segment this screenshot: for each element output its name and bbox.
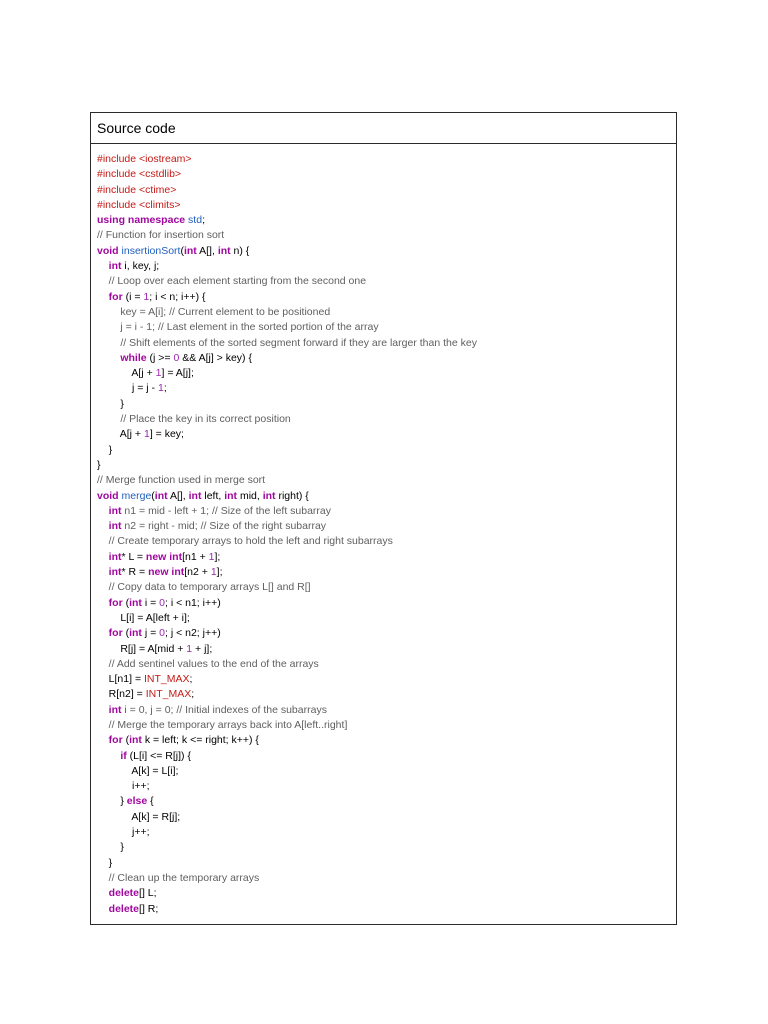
code-token: int — [183, 244, 197, 257]
code-token: #include <iostream> — [97, 153, 192, 165]
code-token — [97, 872, 109, 884]
code-line — [97, 810, 676, 825]
code-token: ( — [151, 489, 155, 502]
code-token: n2 = right - mid; // Size of the right subarray — [121, 520, 327, 533]
code-token: for — [108, 627, 123, 640]
panel-title: Source code — [91, 113, 676, 144]
code-token: while — [120, 351, 147, 364]
code-line — [97, 672, 676, 687]
code-token: ( — [122, 596, 130, 609]
code-token: ] = A[j]; — [161, 367, 194, 380]
code-line — [97, 198, 676, 213]
code-line — [97, 779, 676, 794]
code-token — [97, 275, 109, 287]
code-line — [97, 856, 676, 871]
code-line — [97, 305, 676, 320]
code-token: // Create temporary arrays to hold the left and right subarrays — [108, 535, 393, 548]
code-token: new int — [145, 550, 183, 563]
code-token — [97, 321, 120, 333]
code-line — [97, 504, 676, 519]
code-token: // Shift elements of the sorted segment forward if they are larger than the key — [120, 336, 477, 349]
code-line — [97, 764, 676, 779]
code-token: int — [188, 489, 202, 502]
code-token — [97, 597, 109, 609]
code-token: && A[j] > key) { — [179, 351, 252, 364]
code-token: int — [108, 520, 122, 533]
code-token: std — [188, 214, 203, 227]
code-token: i = 0, j = 0; // Initial indexes of the subarrays — [121, 703, 327, 716]
code-token — [97, 337, 120, 349]
code-token: ; i < n1; i++) — [164, 596, 221, 609]
code-line — [97, 580, 676, 595]
code-line — [97, 183, 676, 198]
code-line — [97, 381, 676, 396]
code-token: } — [97, 458, 101, 471]
code-token — [97, 719, 109, 731]
code-token: #include <cstdlib> — [97, 168, 182, 181]
code-line — [97, 611, 676, 626]
code-token: ( — [180, 244, 184, 257]
code-token: right) { — [275, 489, 309, 502]
code-token: int — [108, 504, 122, 517]
code-line — [97, 534, 676, 549]
code-token: { — [147, 795, 154, 808]
code-token: mid, — [237, 489, 263, 502]
code-line — [97, 687, 676, 702]
code-token: #include <ctime> — [97, 183, 177, 196]
code-line — [97, 886, 676, 901]
code-token: n1 = mid - left + 1; // Size of the left subarray — [121, 504, 332, 517]
code-token — [97, 734, 109, 746]
code-token — [97, 520, 109, 532]
code-token: 1 — [186, 642, 193, 655]
code-token: ; — [189, 673, 193, 686]
code-token: 1 — [208, 550, 215, 563]
code-line — [97, 733, 676, 748]
code-token: + j]; — [192, 642, 213, 655]
code-token: int — [129, 596, 142, 609]
code-token — [97, 750, 120, 762]
code-token: int — [262, 489, 276, 502]
code-line — [97, 244, 676, 259]
code-line — [97, 259, 676, 274]
code-token: i, key, j; — [121, 260, 160, 273]
code-token: ]; — [214, 550, 221, 563]
code-token — [97, 413, 120, 425]
code-token — [97, 535, 109, 547]
code-token: A[], — [196, 244, 218, 257]
code-token: R[j] = A[mid + — [97, 642, 187, 655]
code-token: ; — [191, 688, 195, 701]
code-line — [97, 550, 676, 565]
code-token: 1 — [143, 290, 150, 303]
code-line — [97, 213, 676, 228]
code-token: if — [120, 749, 127, 762]
code-line — [97, 458, 676, 473]
code-line — [97, 626, 676, 641]
code-line — [97, 703, 676, 718]
code-token: 1 — [155, 367, 162, 380]
code-token: int — [108, 260, 122, 273]
code-line — [97, 228, 676, 243]
code-token: using namespace — [97, 214, 189, 227]
code-token: // Place the key in its correct position — [120, 413, 291, 426]
code-token: (L[i] <= R[j]) { — [126, 749, 191, 762]
code-token: i = — [141, 596, 160, 609]
code-token: } — [97, 856, 113, 869]
code-token: int — [129, 627, 142, 640]
code-token: [n2 + — [184, 566, 211, 579]
code-line — [97, 642, 676, 657]
code-token: * L = — [121, 550, 146, 563]
code-token — [97, 505, 109, 517]
code-token: 0 — [159, 627, 165, 640]
code-block — [91, 144, 676, 917]
code-token: A[k] = R[j]; — [97, 810, 181, 823]
code-token: ( — [122, 627, 130, 640]
code-token — [97, 887, 109, 899]
code-line — [97, 718, 676, 733]
code-line — [97, 840, 676, 855]
code-token: ; — [202, 214, 205, 227]
code-token — [97, 260, 109, 272]
code-line — [97, 596, 676, 611]
code-token: ( — [122, 734, 130, 747]
code-token: } — [97, 397, 124, 410]
code-line — [97, 749, 676, 764]
source-code-panel — [90, 112, 677, 925]
code-token: for — [108, 734, 123, 747]
code-token: j = i - 1; // Last element in the sorted portion of the array — [120, 321, 379, 334]
code-line — [97, 902, 676, 917]
code-token: // Merge function used in merge sort — [97, 474, 266, 487]
code-line — [97, 351, 676, 366]
code-token: [] R; — [139, 902, 159, 915]
code-token: j = j - — [97, 382, 158, 395]
code-token: INT_MAX — [145, 688, 192, 701]
code-token: L[i] = A[left + i]; — [97, 611, 190, 624]
code-line — [97, 274, 676, 289]
code-line — [97, 167, 676, 182]
code-line — [97, 366, 676, 381]
code-token: [] L; — [139, 887, 157, 900]
code-token: insertionSort — [121, 244, 181, 257]
code-token: ]; — [216, 566, 223, 579]
code-token — [97, 903, 109, 915]
code-line — [97, 412, 676, 427]
code-token — [97, 566, 109, 578]
code-token: int — [108, 703, 122, 716]
code-line — [97, 397, 676, 412]
code-token: * R = — [121, 566, 149, 579]
code-token — [97, 627, 109, 639]
code-line — [97, 825, 676, 840]
code-token: int — [108, 550, 122, 563]
code-token: #include <climits> — [97, 198, 181, 211]
code-token: 0 — [159, 596, 165, 609]
code-line — [97, 443, 676, 458]
code-token: int — [224, 489, 238, 502]
code-token: 1 — [210, 566, 217, 579]
code-token: ; i < n; i++) { — [149, 290, 206, 303]
code-token — [97, 658, 109, 670]
code-token: 1 — [157, 382, 164, 395]
code-line — [97, 657, 676, 672]
code-token: [n1 + — [182, 550, 209, 563]
code-token: new int — [148, 566, 185, 579]
code-line — [97, 489, 676, 504]
code-token: A[j + — [97, 428, 144, 441]
code-token: ] = key; — [149, 428, 184, 441]
code-token: delete — [108, 887, 140, 900]
code-token: // Merge the temporary arrays back into A[left..right] — [108, 718, 348, 731]
code-token — [97, 291, 109, 303]
code-token: L[n1] = — [97, 673, 144, 686]
code-line — [97, 427, 676, 442]
code-token: } — [97, 841, 124, 854]
code-line — [97, 565, 676, 580]
code-token: key = A[i]; // Current element to be positioned — [120, 305, 331, 318]
code-token: left, — [201, 489, 225, 502]
code-line — [97, 473, 676, 488]
code-token: for — [108, 596, 123, 609]
code-token: ; j < n2; j++) — [164, 627, 221, 640]
code-line — [97, 320, 676, 335]
code-token: // Function for insertion sort — [97, 229, 225, 242]
code-line — [97, 290, 676, 305]
code-token: int — [129, 734, 142, 747]
code-token: A[k] = L[i]; — [97, 764, 179, 777]
code-token — [97, 581, 109, 593]
code-token: A[], — [167, 489, 189, 502]
code-token: for — [108, 290, 123, 303]
code-token: void — [97, 489, 122, 502]
code-token — [97, 306, 120, 318]
code-token: A[j + — [97, 367, 156, 380]
code-token: // Loop over each element starting from the second one — [108, 275, 367, 288]
code-token: int — [154, 489, 168, 502]
code-line — [97, 519, 676, 534]
code-token: int — [108, 566, 122, 579]
code-token: 0 — [173, 351, 180, 364]
code-token: // Copy data to temporary arrays L[] and R[] — [108, 581, 311, 594]
code-token: // Add sentinel values to the end of the arrays — [108, 657, 319, 670]
code-line — [97, 152, 676, 167]
code-token: int — [217, 244, 231, 257]
code-token: delete — [108, 902, 140, 915]
code-token: void — [97, 244, 122, 257]
code-token: } — [97, 443, 113, 456]
code-token: (j >= — [146, 351, 174, 364]
code-token: // Clean up the temporary arrays — [108, 871, 260, 884]
code-token — [97, 551, 109, 563]
code-token: i++; — [97, 780, 150, 793]
code-line — [97, 336, 676, 351]
code-token — [97, 352, 120, 364]
code-line — [97, 794, 676, 809]
code-token — [97, 704, 109, 716]
code-line — [97, 871, 676, 886]
code-token: 1 — [143, 428, 150, 441]
code-token: j = — [141, 627, 160, 640]
code-token: } — [97, 795, 127, 808]
code-token: else — [126, 795, 148, 808]
code-token: ; — [163, 382, 167, 395]
code-token: j++; — [97, 826, 150, 839]
code-token: (i = — [122, 290, 144, 303]
code-token: n) { — [230, 244, 250, 257]
code-token: k = left; k <= right; k++) { — [141, 734, 259, 747]
code-token: merge — [121, 489, 152, 502]
code-token: R[n2] = — [97, 688, 146, 701]
code-token: INT_MAX — [144, 673, 190, 686]
